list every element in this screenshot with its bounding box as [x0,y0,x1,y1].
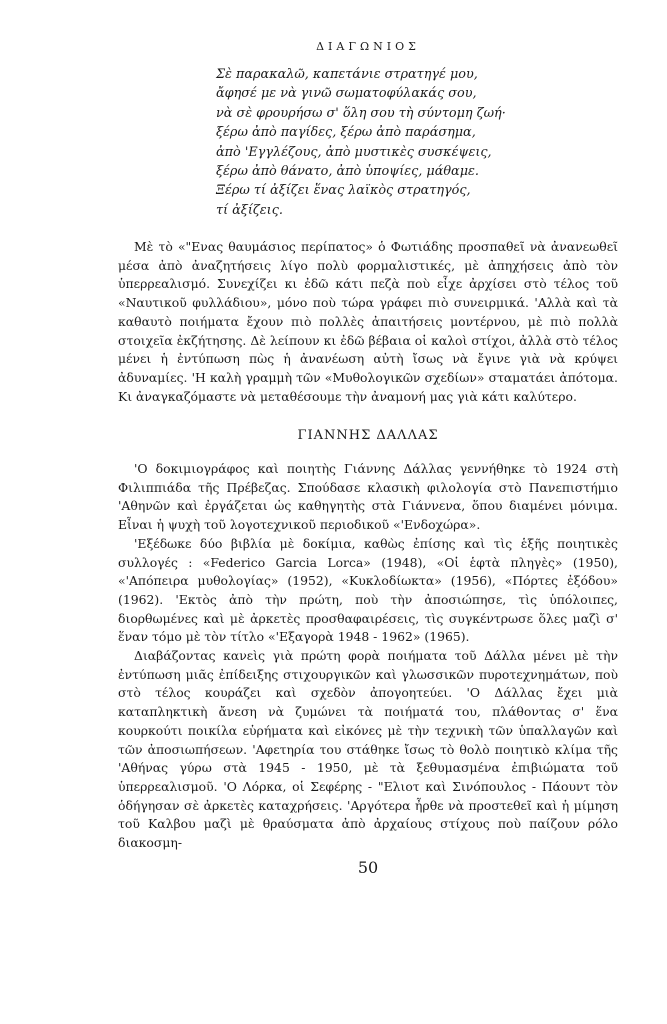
fotiadis-commentary [118,238,618,406]
poem-line: ξέρω ἀπὸ θάνατο, ἀπὸ ὑποψίες, μάθαμε. [216,164,479,180]
poem-line: Σὲ παρακαλῶ, καπετάνιε στρατηγέ μου, [216,67,478,82]
poem-line: Ξέρω τί ἀξίζει ἕνας λαϊκὸς στρατηγός, [216,183,471,199]
poem-line: νὰ σὲ φρουρήσω σ' ὅλη σου τὴ σύντομη ζωή· [216,105,506,121]
section-heading: ΓΙΑΝΝΗΣ ΔΑΛΛΑΣ [297,428,439,443]
body-paragraph: 'Ο δοκιμιογράφος καὶ ποιητὴς Γιάννης Δάλλας γεννήθηκε τὸ 1924 στὴ Φιλιππιάδα τῆς Πρέβεζας. Σπούδασε κλασικὴ φιλολογία στὸ Πανεπιστήμιο 'Αθηνῶν καὶ ἐργάζεται ὡς καθηγητὴς στὰ Γιάννενα, ὅπου διαμένει μόνιμα. Εἶναι ἡ ψυχὴ τοῦ λογοτεχνικοῦ περιοδικοῦ «'Ενδοχώρα». [118,461,618,533]
body-paragraph: Διαβάζοντας κανεὶς γιὰ πρώτη φορὰ ποιήματα τοῦ Δάλλα μένει μὲ τὴν ἐντύπωση μιᾶς ἐπίδειξης στιχουργικῶν καὶ γλωσσικῶν πυροτεχνημάτων, ποὺ στὸ τέλος κουράζει καὶ σχεδὸν ἀπογοητεύει. 'Ο Δάλλας ἔχει μιὰ καταπληκτικὴ ἄνεση νὰ ζυμώνει τὰ ποιήματά του, πλάθοντας σ' ἕνα κουρκούτι ποικίλα εὑρήματα καὶ εἰκόνες μὲ τὴν τεχνικὴ τῶν ὑπαλλαγῶν καὶ τῶν ἀποσιωπήσεων. 'Αφετηρία του στάθηκε ἴσως τὸ θολὸ ποιητικὸ κλίμα τῆς 'Αθήνας γύρω στὰ 1945 - 1950, μὲ τὰ ξεθυμασμένα ἐπιβιώματα τοῦ ὑπερρεαλισμοῦ. 'Ο Λόρκα, οἱ Σεφέρης - "Ελιοτ καὶ Σινόπουλος - Πάουντ τὸν ὁδήγησαν σὲ ἀρκετὲς καταχρήσεις. 'Αργότερα ἦρθε νὰ προστεθεῖ καὶ ἡ μίμηση τοῦ Καλβου μαζὶ μὲ θραύσματα ἀπὸ ἀρχαίους στίχους ποὺ παίζουν ρόλο διακοσμη- [118,648,618,851]
running-head: ΔΙΑΓΩΝΙΟΣ [316,40,420,53]
body-paragraph: 'Εξέδωκε δύο βιβλία μὲ δοκίμια, καθὼς ἐπίσης καὶ τὶς ἑξῆς ποιητικὲς συλλογές : «Federico Garcia Lorca» (1948), «Οἱ ἑφτὰ πληγὲς» (1950), «'Απόπειρα μυθολογίας» (1952), «Κυκλοδίωκτα» (1956), «Πόρτες ἐξόδου» (1962). 'Εκτὸς ἀπὸ τὴν πρώτη, ποὺ τὴν ἀποσιώπησε, τὶς ὑπόλοιπες, διορθωμένες καὶ μὲ ἀρκετὲς προσθαφαιρέσεις, τὶς συγκέντρωσε ὅλες μαζὶ σ' ἕναν τόμο μὲ τὸν τίτλο «'Εξαγορὰ 1948 - 1962» (1965). [118,535,618,645]
poem-excerpt [216,65,616,220]
poem-line: ἄφησέ με νὰ γινῶ σωματοφύλακάς σου, [216,86,477,102]
body-paragraph: Μὲ τὸ «"Ενας θαυμάσιος περίπατος» ὁ Φωτιάδης προσπαθεῖ νὰ ἀνανεωθεῖ μέσα ἀπὸ ἀναζητήσεις λίγο πολὺ φορμαλιστικές, μὲ ἀπηχήσεις ἀπὸ τὸν ὑπερρεαλισμό. Συνεχίζει κι ἐδῶ κάτι πεζὰ ποὺ εἶχε ἀρχίσει στὸ τέλος τοῦ «Ναυτικοῦ φυλλάδιου», μόνο ποὺ τώρα γράφει πιὸ συνειρμικά. 'Αλλὰ καὶ τὰ καθαυτὸ ποιήματα ἔχουν πιὸ πολλὲς ἀπαιτήσεις μοντέρνου, μὲ πιὸ πολλὰ στοιχεῖα ἐκζήτησης. Δὲ λείπουν κι ἐδῶ βέβαια οἱ καλοὶ στίχοι, ἀλλὰ στὸ τέλος μένει ἡ ἐντύπωση πὼς ἡ ἀνανέωση αὐτὴ ἴσως νὰ ἔγινε γιὰ νὰ κρύψει ἀδυναμίες. 'Η καλὴ γραμμὴ τῶν «Μυθολογικῶν σχεδίων» σταματάει ἀπότομα. Κι ἀναγκαζόμαστε νὰ μεταθέσουμε τὴν ἀναμονή μας γιὰ κάτι καλύτερο. [118,239,618,404]
poem-line: τί ἀξίζεις. [216,202,283,218]
poem-line: ξέρω ἀπὸ παγίδες, ξέρω ἀπὸ παράσημα, [216,125,476,141]
dallas-section [118,460,618,853]
poem-line: ἀπὸ 'Εγγλέζους, ἀπὸ μυστικὲς συσκέψεις, [216,144,492,160]
page-number: 50 [357,858,379,877]
